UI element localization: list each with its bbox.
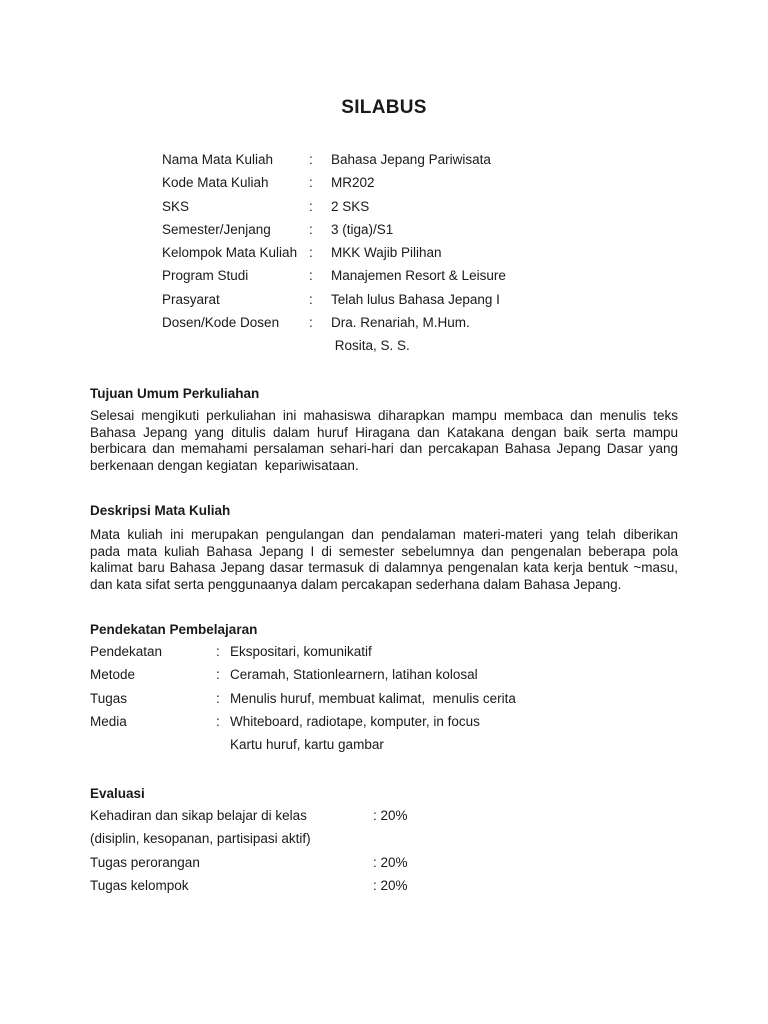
info-colon: :: [309, 291, 313, 307]
info-label: SKS: [162, 198, 190, 214]
info-value: MKK Wajib Pilihan: [331, 245, 442, 261]
paragraph-line: Bahasa Jepang yang ditulis dalam huruf Hiragana dan Katakana dengan baik serta mampu: [90, 424, 678, 440]
row-value: : 20%: [373, 877, 408, 893]
info-label: Semester/Jenjang: [162, 221, 271, 237]
info-colon: :: [309, 245, 313, 261]
info-label: Prasyarat: [162, 291, 220, 307]
paragraph-line: dan kata sifat serta penggunaanya dalam percakapan sederhana dalam Bahasa Jepang.: [90, 576, 622, 592]
row-key: Pendekatan: [90, 644, 163, 659]
info-label: Kelompok Mata Kuliah: [162, 245, 298, 261]
info-value: 3 (tiga)/S1: [331, 221, 394, 237]
info-value: Rosita, S. S.: [331, 338, 410, 354]
info-value: Manajemen Resort & Leisure: [331, 268, 506, 284]
info-label: Program Studi: [162, 268, 249, 284]
paragraph-line: kalimat baru Bahasa Jepang dasar termasuk di dalamnya pengenalan kata kerja bentuk ~masu,: [90, 560, 678, 576]
evaluasi-heading: Evaluasi: [90, 786, 145, 801]
info-value: 2 SKS: [331, 198, 370, 214]
info-value: MR202: [331, 175, 375, 191]
info-value: Dra. Renariah, M.Hum.: [331, 315, 470, 331]
info-colon: :: [309, 198, 313, 214]
paragraph-line: pada mata kuliah Bahasa Jepang I di semester sebelumnya dan pengenalan beberapa pola: [90, 543, 678, 559]
row-value: : 20%: [373, 808, 408, 823]
row-colon: :: [216, 713, 220, 729]
row-value: : 20%: [373, 854, 408, 870]
row-value: Whiteboard, radiotape, komputer, in focus: [230, 713, 480, 729]
row-key: Tugas perorangan: [90, 854, 200, 870]
pendekatan-heading: Pendekatan Pembelajaran: [90, 622, 258, 637]
row-key: Tugas: [90, 690, 128, 706]
info-value: Bahasa Jepang Pariwisata: [331, 152, 491, 167]
info-colon: :: [309, 315, 313, 331]
info-value: Telah lulus Bahasa Jepang I: [331, 291, 500, 307]
row-key: Media: [90, 713, 127, 729]
row-value: Menulis huruf, membuat kalimat, menulis cerita: [230, 690, 516, 706]
info-label: Dosen/Kode Dosen: [162, 315, 280, 331]
tujuan-paragraph: [90, 408, 678, 474]
row-key: (disiplin, kesopanan, partisipasi aktif): [90, 831, 311, 847]
row-colon: :: [216, 690, 220, 706]
row-key: Metode: [90, 667, 136, 683]
paragraph-line: berbicara dan memahami persalaman sehari-hari dan percakapan Bahasa Jepang Dasar yang: [90, 441, 678, 457]
info-label: Kode Mata Kuliah: [162, 175, 269, 191]
row-value: Ceramah, Stationlearnern, latihan kolosal: [230, 667, 478, 683]
paragraph-line: Selesai mengikuti perkuliahan ini mahasiswa diharapkan mampu membaca dan menulis teks: [90, 408, 678, 423]
tujuan-heading: Tujuan Umum Perkuliahan: [90, 386, 260, 401]
paragraph-line: berkenaan dengan kegiatan kepariwisataan.: [90, 457, 359, 473]
info-colon: :: [309, 268, 313, 284]
row-value: Ekspositari, komunikatif: [230, 644, 372, 659]
info-label: Nama Mata Kuliah: [162, 152, 274, 167]
deskripsi-paragraph: [90, 527, 678, 593]
row-key: Tugas kelompok: [90, 877, 189, 893]
deskripsi-heading: Deskripsi Mata Kuliah: [90, 503, 231, 518]
row-value: Kartu huruf, kartu gambar: [230, 737, 384, 753]
row-colon: :: [216, 667, 220, 683]
info-colon: :: [309, 152, 313, 167]
document-title: SILABUS: [341, 97, 427, 118]
row-colon: :: [216, 644, 220, 659]
paragraph-line: Mata kuliah ini merupakan pengulangan dan pendalaman materi-materi yang telah diberikan: [90, 527, 678, 542]
row-key: Kehadiran dan sikap belajar di kelas: [90, 808, 307, 823]
info-colon: :: [309, 175, 313, 191]
info-colon: :: [309, 221, 313, 237]
